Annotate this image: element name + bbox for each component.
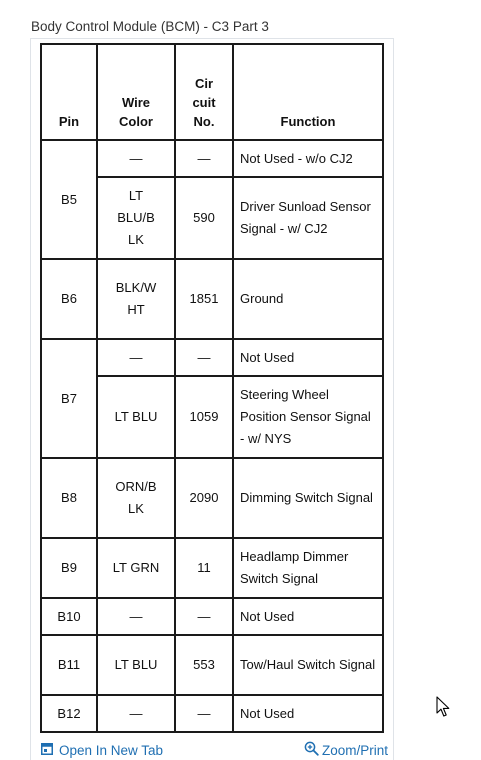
- pin-cell: B10: [41, 598, 97, 635]
- wire-color-cell: —: [97, 339, 175, 376]
- circuit-cell: 590: [175, 177, 233, 259]
- circuit-cell: —: [175, 598, 233, 635]
- function-cell: Dimming Switch Signal: [233, 458, 383, 538]
- circuit-cell: —: [175, 140, 233, 177]
- circuit-cell: —: [175, 695, 233, 732]
- header-function: Function: [233, 44, 383, 140]
- wire-color-cell: BLK/W HT: [97, 259, 175, 339]
- table-row: [41, 140, 383, 177]
- circuit-cell: 1851: [175, 259, 233, 339]
- table-row: [41, 339, 383, 376]
- image-caption: Body Control Module (BCM) - C3 Part 3: [31, 19, 269, 34]
- table-row: [41, 458, 383, 538]
- circuit-cell: 1059: [175, 376, 233, 458]
- header-pin: Pin: [41, 44, 97, 140]
- mouse-pointer-icon: [436, 696, 450, 723]
- wire-color-cell: —: [97, 598, 175, 635]
- connector-pinout-image: [40, 43, 384, 733]
- pin-cell: B12: [41, 695, 97, 732]
- table-row: [41, 598, 383, 635]
- circuit-cell: —: [175, 339, 233, 376]
- wire-color-cell: —: [97, 695, 175, 732]
- pin-cell: B9: [41, 538, 97, 598]
- circuit-cell: 2090: [175, 458, 233, 538]
- function-cell: Not Used: [233, 598, 383, 635]
- function-cell: Ground: [233, 259, 383, 339]
- function-cell: Not Used: [233, 339, 383, 376]
- pin-cell: B8: [41, 458, 97, 538]
- circuit-cell: 11: [175, 538, 233, 598]
- pin-cell: B6: [41, 259, 97, 339]
- function-cell: Not Used - w/o CJ2: [233, 140, 383, 177]
- function-cell: Not Used: [233, 695, 383, 732]
- table-row: [41, 538, 383, 598]
- open-new-tab-icon: [41, 743, 53, 758]
- table-header-row: [41, 44, 383, 140]
- table-row: [41, 259, 383, 339]
- pin-cell: B7: [41, 339, 97, 458]
- wire-color-cell: LT BLU: [97, 635, 175, 695]
- function-cell: Steering Wheel Position Sensor Signal - w/ NYS: [233, 376, 383, 458]
- function-cell: Driver Sunload Sensor Signal - w/ CJ2: [233, 177, 383, 259]
- zoom-icon: [304, 741, 319, 759]
- pinout-table: [40, 43, 384, 733]
- function-cell: Tow/Haul Switch Signal: [233, 635, 383, 695]
- pin-cell: B5: [41, 140, 97, 259]
- function-cell: Headlamp Dimmer Switch Signal: [233, 538, 383, 598]
- wire-color-cell: ORN/B LK: [97, 458, 175, 538]
- header-wire-color: Wire Color: [97, 44, 175, 140]
- wire-color-cell: LT GRN: [97, 538, 175, 598]
- image-toolbar: [31, 740, 393, 760]
- circuit-cell: 553: [175, 635, 233, 695]
- table-row: [41, 635, 383, 695]
- table-row: [41, 695, 383, 732]
- wire-color-cell: —: [97, 140, 175, 177]
- open-in-new-tab-link[interactable]: [41, 743, 163, 758]
- open-in-new-tab-label: Open In New Tab: [59, 743, 164, 758]
- header-circuit-no: Cir cuit No.: [175, 44, 233, 140]
- wire-color-cell: LT BLU/B LK: [97, 177, 175, 259]
- pin-cell: B11: [41, 635, 97, 695]
- zoom-print-label: Zoom/Print: [321, 742, 388, 758]
- zoom-print-link[interactable]: [304, 741, 388, 759]
- wire-color-cell: LT BLU: [97, 376, 175, 458]
